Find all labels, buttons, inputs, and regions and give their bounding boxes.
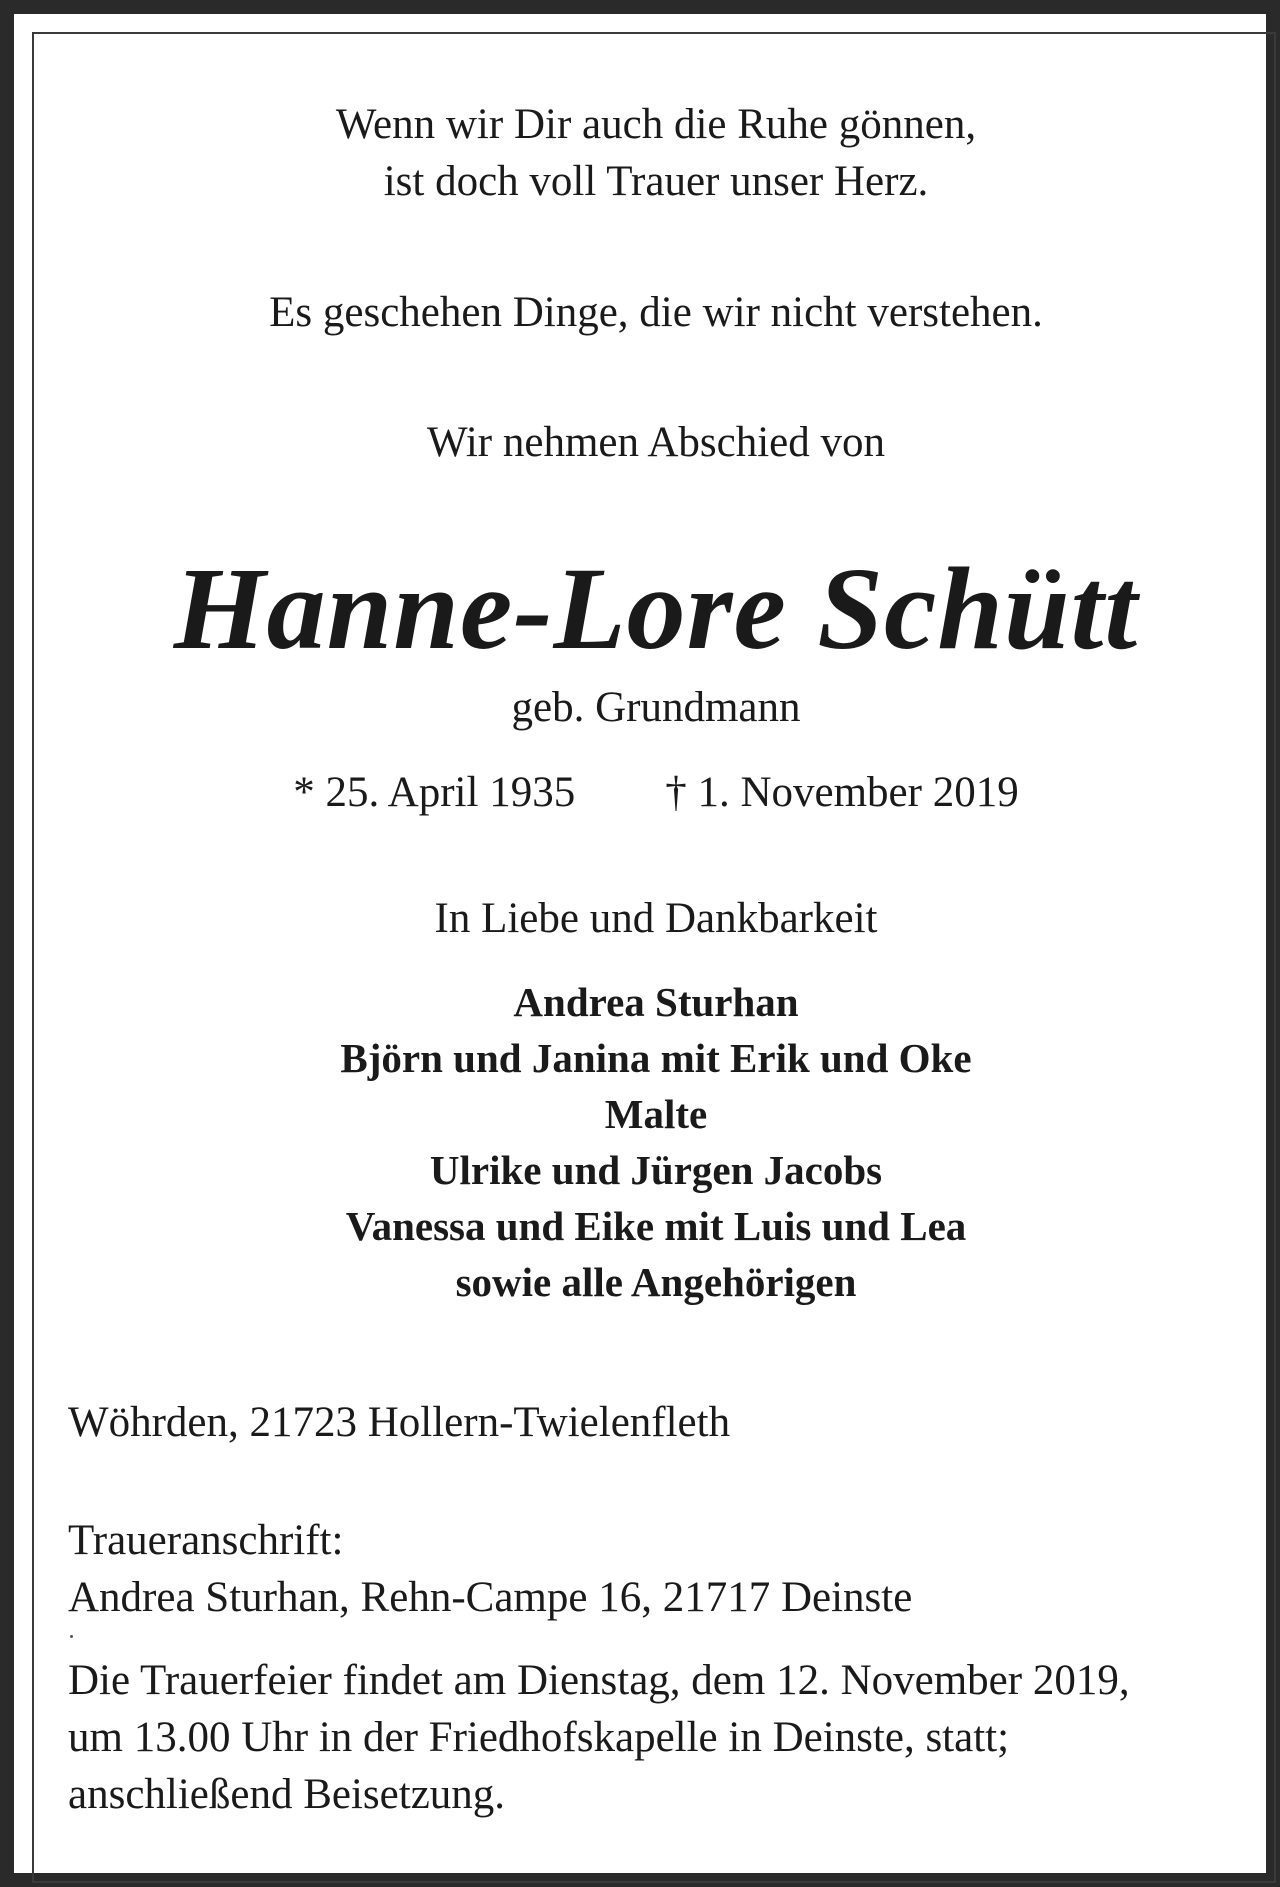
deceased-name: Hanne-Lore Schütt [173, 543, 1139, 674]
mourner-line: Malte [604, 1091, 708, 1137]
verse-line-1: Wenn wir Dir auch die Ruhe gönnen, [335, 101, 977, 148]
mourner-line: sowie alle Angehörigen [455, 1259, 857, 1305]
mourner-line: Vanessa und Eike mit Luis und Lea [345, 1203, 967, 1249]
obituary-inner-border [32, 32, 1276, 1883]
mourner-line: Ulrike und Jürgen Jacobs [429, 1147, 883, 1193]
death-date: † 1. November 2019 [665, 769, 1019, 816]
print-speck [70, 1635, 73, 1638]
verse-line-3: Es geschehen Dinge, die wir nicht verstehen. [269, 289, 1043, 336]
verse-line-2: ist doch voll Trauer unser Herz. [383, 158, 929, 205]
mourning-address: Andrea Sturhan, Rehn-Campe 16, 21717 Deinste [68, 1574, 913, 1621]
birth-date: * 25. April 1935 [293, 769, 576, 816]
mourning-address-label: Traueranschrift: [68, 1517, 344, 1564]
mourning-address-block [68, 1512, 1248, 1626]
dedication-text: In Liebe und Dankbarkeit [434, 895, 878, 942]
mourner-line: Björn und Janina mit Erik und Oke [340, 1035, 972, 1081]
life-dates [34, 764, 1278, 821]
service-info-block [68, 1652, 1248, 1823]
service-line-2: um 13.00 Uhr in der Friedhofskapelle in Deinste, statt; [68, 1714, 1010, 1761]
service-line-1: Die Trauerfeier findet am Dienstag, dem 12. November 2019, [68, 1657, 1130, 1704]
mourner-line: Andrea Sturhan [513, 979, 799, 1025]
mourners-list [34, 974, 1278, 1310]
service-line-3: anschließend Beisetzung. [68, 1771, 506, 1818]
verse-block [34, 96, 1278, 210]
farewell-text: Wir nehmen Abschied von [426, 419, 886, 466]
place-text: Wöhrden, 21723 Hollern-Twielenfleth [68, 1399, 731, 1446]
maiden-name: geb. Grundmann [511, 684, 801, 731]
